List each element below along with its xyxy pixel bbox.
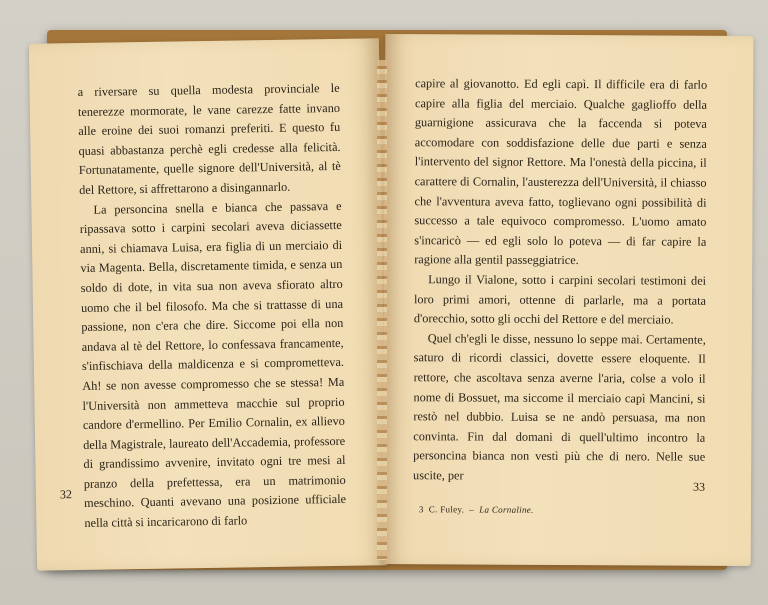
signature-dash: – <box>469 504 475 515</box>
page-number: 33 <box>692 479 706 494</box>
torn-binding-gutter <box>377 60 387 560</box>
signature-number: 3 <box>418 504 424 515</box>
right-page-text <box>413 74 707 487</box>
right-page <box>383 34 754 566</box>
paragraph: Lungo il Vialone, sotto i carpini secolari testimoni dei loro primi amori, ottenne di parlarle, ma a portata d'orecchio, sotto gli occhi del Rettore e del merciaio. <box>413 272 707 327</box>
paragraph: Quel ch'egli le disse, nessuno lo seppe mai. Certamente, saturo di ricordi classici, dovette essere eloquente. Il rettore, che ascoltava senza averne l'aria, colse a volo il nome di Bossuet, ma siccome il merciaio capì Mancini, si restò nel dubbio. Luisa se ne andò persuasa, ma non convinta. Fin dal domani di quell'ultimo incontro la personcina bianca non vestì più che di nero. Nelle sue uscite, per <box>413 330 706 483</box>
signature-title: La Cornaline. <box>479 504 534 515</box>
left-page <box>29 38 387 570</box>
paragraph: capire al giovanotto. Ed egli capì. Il difficile era di farlo capire alla figlia del merciaio. Qualche gaglioffo della guarnigione assicurava che la faccenda si poteva accomodare con soddisfazione delle due parti e senza l'intervento del signor Rettore. Ma l'onestà della piccina, il carattere di Cornalin, l'austerezza dell'Università, il chiasso che l'avventura aveva fatto, toglievano ogni possibilità di successo a tale equivoco compromesso. L'uomo amato s'incaricò — ed egli solo lo poteva — di far capire la ragione alla gentil passeggiatrice. <box>414 76 708 268</box>
left-page-text <box>78 79 347 534</box>
paragraph: a riversare su quella modesta provinciale le tenerezze mormorate, le vane carezze fatte invano alle eroine dei suoi romanzi preferiti. E questo fu quasi abbastanza perchè egli credesse alla felicità. Fortunatamente, quelle signore dell'Università, al tè del Rettore, si affrettarono a disingannarlo. <box>77 80 341 197</box>
signature-author: C. Fuley. <box>428 504 465 515</box>
printer-signature <box>419 504 534 515</box>
page-number: 32 <box>59 487 73 502</box>
paragraph: La personcina snella e bianca che passava e ripassava sotto i carpini secolari aveva diciassette anni, si chiamava Luisa, era figlia di un merciaio di via Magenta. Bella, discretamente timida, e senza un soldo di dote, in vita sua non aveva sfiorato altro uomo che il bel filosofo. Ma che si trattasse di una passione, non c'era che dire. Siccome poi ella non andava al tè del Rettore, lo confessava francamente, s'infischiava della maldicenza e si compromettevа. Ah! se non avesse compromesso che se stessa! Ma l'Università non ammetteva macchie sul proprio candore d'ermellino. Per Emilio Cornalin, ex allievo della Magistrale, laureato dell'Accademia, professore di grandissimo avvenire, invitato ogni tre mesi al pranzo della prefettessa, era un matrimonio meschino. Quanti avevano una posizione ufficiale nella città si incaricarono di farlo <box>79 198 347 531</box>
